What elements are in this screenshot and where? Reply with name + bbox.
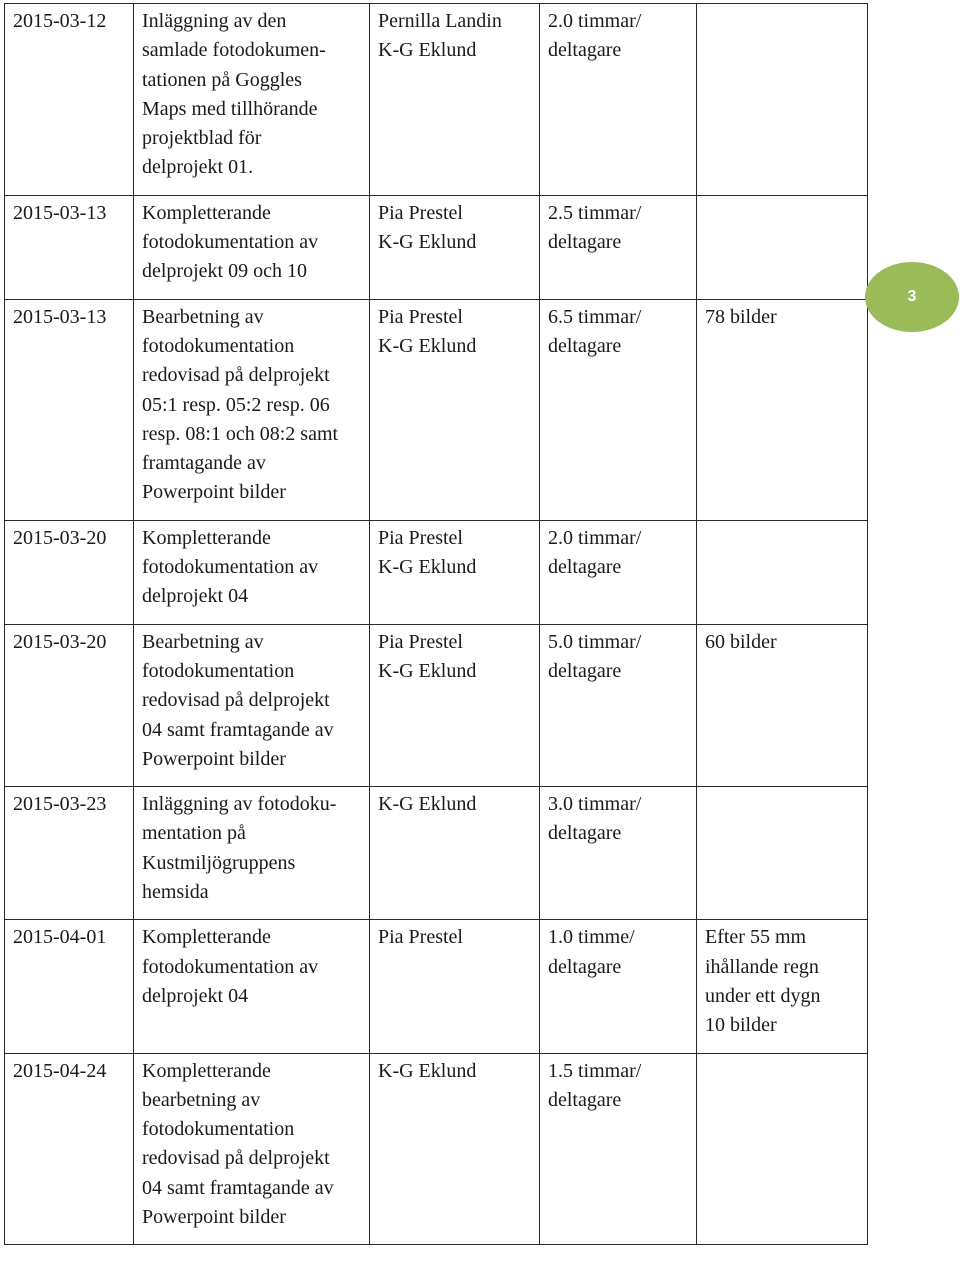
participants-cell: Pia Prestel K-G Eklund <box>370 520 540 624</box>
participants-cell: K-G Eklund <box>370 1053 540 1245</box>
note-cell <box>697 4 868 196</box>
date-cell: 2015-04-24 <box>5 1053 134 1245</box>
table-row <box>5 1053 868 1245</box>
note-cell: 78 bilder <box>697 299 868 520</box>
description-cell: Kompletterande bearbetning av fotodokumentation redovisad på delprojekt 04 samt framtagande av Powerpoint bilder <box>134 1053 370 1245</box>
time-cell: 2.0 timmar/ deltagare <box>540 4 697 196</box>
time-cell: 6.5 timmar/ deltagare <box>540 299 697 520</box>
participants-cell: Pia Prestel <box>370 920 540 1053</box>
time-cell: 5.0 timmar/ deltagare <box>540 624 697 786</box>
description-cell: Kompletterande fotodokumentation av delprojekt 04 <box>134 920 370 1053</box>
page-number-badge <box>865 262 959 332</box>
table-row <box>5 195 868 299</box>
note-cell <box>697 1053 868 1245</box>
time-cell: 1.5 timmar/ deltagare <box>540 1053 697 1245</box>
activity-log-table <box>4 3 868 1245</box>
time-cell: 1.0 timme/ deltagare <box>540 920 697 1053</box>
participants-cell: Pia Prestel K-G Eklund <box>370 624 540 786</box>
description-cell: Inläggning av den samlade fotodokumen- tationen på Goggles Maps med tillhörande projektblad för delprojekt 01. <box>134 4 370 196</box>
description-cell: Bearbetning av fotodokumentation redovisad på delprojekt 05:1 resp. 05:2 resp. 06 resp. 08:1 och 08:2 samt framtagande av Powerpoint bilder <box>134 299 370 520</box>
note-cell <box>697 195 868 299</box>
description-cell: Kompletterande fotodokumentation av delprojekt 09 och 10 <box>134 195 370 299</box>
participants-cell: Pia Prestel K-G Eklund <box>370 299 540 520</box>
note-cell <box>697 520 868 624</box>
description-cell: Kompletterande fotodokumentation av delprojekt 04 <box>134 520 370 624</box>
table-row <box>5 299 868 520</box>
table-row <box>5 787 868 920</box>
time-cell: 2.0 timmar/ deltagare <box>540 520 697 624</box>
date-cell: 2015-03-20 <box>5 624 134 786</box>
participants-cell: K-G Eklund <box>370 787 540 920</box>
time-cell: 2.5 timmar/ deltagare <box>540 195 697 299</box>
note-cell: 60 bilder <box>697 624 868 786</box>
note-cell: Efter 55 mm ihållande regn under ett dygn 10 bilder <box>697 920 868 1053</box>
table-row <box>5 920 868 1053</box>
participants-cell: Pernilla Landin K-G Eklund <box>370 4 540 196</box>
description-cell: Inläggning av fotodoku- mentation på Kustmiljögruppens hemsida <box>134 787 370 920</box>
date-cell: 2015-03-13 <box>5 195 134 299</box>
date-cell: 2015-03-20 <box>5 520 134 624</box>
date-cell: 2015-04-01 <box>5 920 134 1053</box>
table-row <box>5 520 868 624</box>
date-cell: 2015-03-13 <box>5 299 134 520</box>
description-cell: Bearbetning av fotodokumentation redovisad på delprojekt 04 samt framtagande av Powerpoint bilder <box>134 624 370 786</box>
date-cell: 2015-03-23 <box>5 787 134 920</box>
table-row <box>5 4 868 196</box>
participants-cell: Pia Prestel K-G Eklund <box>370 195 540 299</box>
time-cell: 3.0 timmar/ deltagare <box>540 787 697 920</box>
page-number: 3 <box>907 288 917 305</box>
date-cell: 2015-03-12 <box>5 4 134 196</box>
table-row <box>5 624 868 786</box>
note-cell <box>697 787 868 920</box>
